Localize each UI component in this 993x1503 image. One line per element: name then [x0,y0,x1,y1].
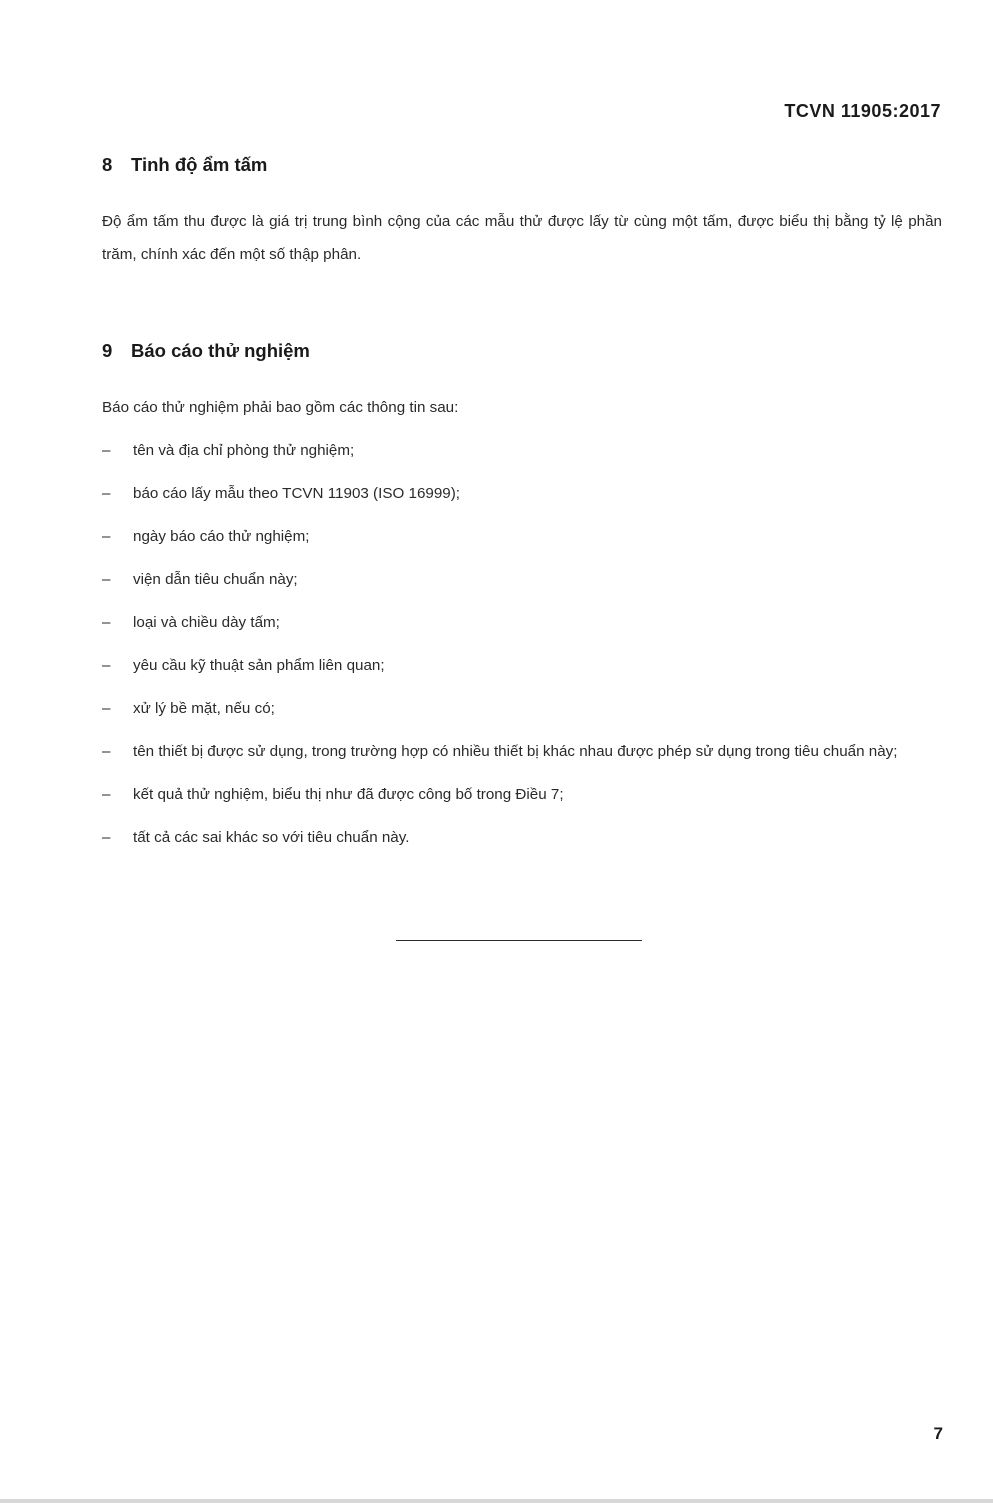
list-dash: – [102,743,111,760]
section-9-intro: Báo cáo thử nghiệm phải bao gồm các thông tin sau: [102,399,459,416]
section-8-title: Tinh độ ẩm tấm [131,154,268,175]
list-dash: – [102,829,111,846]
list-dash: – [102,657,111,674]
list-item: – xử lý bề mặt, nếu có; [102,692,942,725]
list-dash: – [102,614,111,631]
list-item: – viện dẫn tiêu chuẩn này; [102,563,942,596]
list-dash: – [102,786,111,803]
list-dash: – [102,700,111,717]
list-dash: – [102,528,111,545]
section-9-number: 9 [102,340,113,361]
list-item: – yêu cầu kỹ thuật sản phẩm liên quan; [102,649,942,682]
section-8-number: 8 [102,154,113,175]
page-number: 7 [933,1424,943,1443]
list-item: – ngày báo cáo thử nghiệm; [102,520,942,553]
list-dash: – [102,442,111,459]
section-8-paragraph: Độ ẩm tấm thu được là giá trị trung bình cộng của các mẫu thử được lấy từ cùng một tấm, được biểu thị bằng tỷ lệ phần trăm, chính xác đến một số thập phân. [102,213,942,263]
list-item: – báo cáo lấy mẫu theo TCVN 11903 (ISO 16999); [102,477,942,510]
list-item: – kết quả thử nghiệm, biểu thị như đã được công bố trong Điều 7; [102,778,942,811]
report-requirements-list [102,434,942,864]
list-item: – loại và chiều dày tấm; [102,606,942,639]
list-dash: – [102,571,111,588]
section-8-heading [102,154,267,176]
scan-bottom-edge [0,1499,993,1503]
list-item: – tên thiết bị được sử dụng, trong trường hợp có nhiều thiết bị khác nhau được phép sử dụng trong tiêu chuẩn này; [102,735,942,768]
list-item: – tên và địa chỉ phòng thử nghiệm; [102,434,942,467]
section-9-title: Báo cáo thử nghiệm [131,340,310,361]
section-9-heading [102,340,310,362]
list-dash: – [102,485,111,502]
end-of-text-rule [396,940,642,941]
list-item: – tất cả các sai khác so với tiêu chuẩn này. [102,821,942,854]
standard-code: TCVN 11905:2017 [784,101,941,121]
